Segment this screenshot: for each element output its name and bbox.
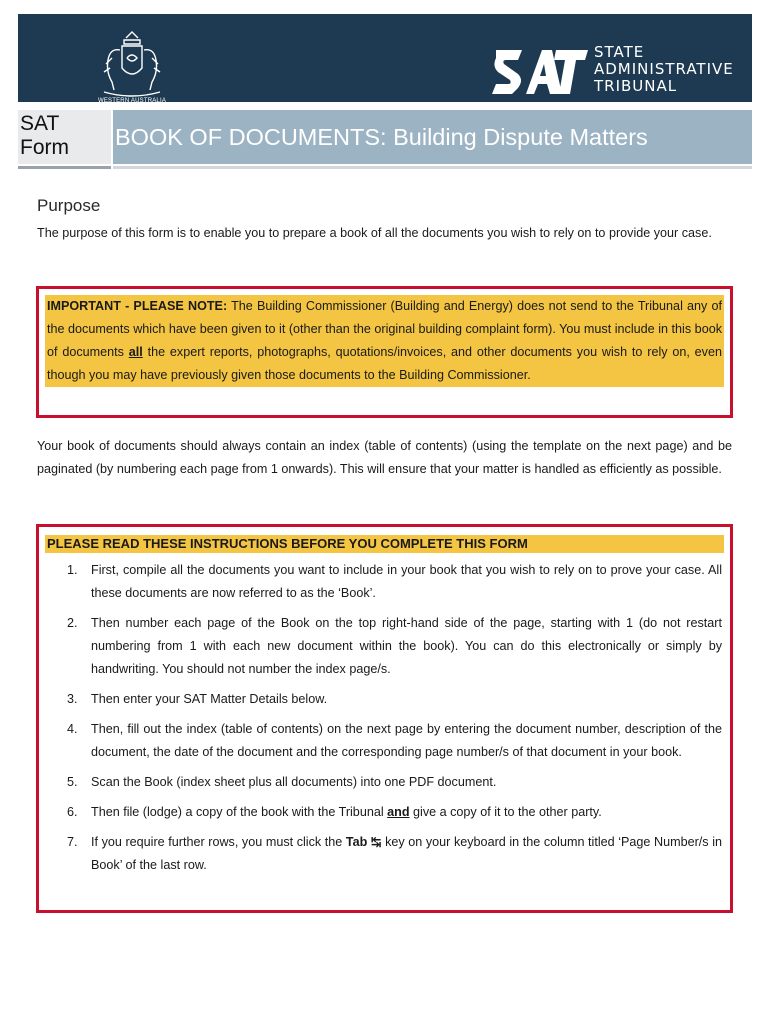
instruction-step [45, 559, 724, 605]
form-tag-line-1: SAT [20, 112, 60, 135]
book-index-text: Your book of documents should always contain an index (table of contents) (using the template on the next page) and be paginated (by numbering each page from 1 onwards). This will ensure that your matter is handled as efficiently as possible. [37, 439, 732, 476]
form-tag [18, 110, 111, 164]
page-title: BOOK OF DOCUMENTS: Building Dispute Matters [113, 110, 752, 164]
step-text-a: If you require further rows, you must click the [91, 835, 346, 849]
instructions-heading: PLEASE READ THESE INSTRUCTIONS BEFORE YOU COMPLETE THIS FORM [45, 535, 724, 553]
important-label: IMPORTANT - PLEASE NOTE: [47, 299, 228, 313]
header-banner [18, 14, 752, 102]
instructions-list [45, 559, 724, 877]
step-number: 2. [67, 616, 78, 630]
sat-name-line-3: TRIBUNAL [594, 77, 678, 95]
wa-coat-of-arms-icon [90, 28, 174, 106]
tab-key-label: Tab ↹ [345, 835, 382, 849]
form-tag-underline [18, 166, 111, 169]
step-emphasis: and [387, 805, 410, 819]
important-notice-text [45, 295, 724, 387]
purpose-heading: Purpose [37, 196, 101, 215]
instruction-step [45, 801, 724, 824]
form-tag-line-2: Form [20, 136, 69, 159]
step-number: 1. [67, 563, 78, 577]
instruction-step [45, 771, 724, 794]
step-text-b: give a copy of it to the other party. [409, 805, 602, 819]
important-text-b: the expert reports, photographs, quotations/invoices, and other documents you wish to rely on, even though you may have previously given those documents to the Building Commissioner. [47, 345, 722, 382]
instruction-step [45, 831, 724, 877]
important-emphasis: all [128, 345, 143, 359]
sat-name-line-2: ADMINISTRATIVE [594, 60, 734, 78]
step-number: 3. [67, 692, 78, 706]
step-text: Then enter your SAT Matter Details below. [91, 692, 328, 706]
instruction-step [45, 718, 724, 764]
step-text-b: key on your keyboard in the column titled ‘Page Number/s in Book’ of the last row. [91, 835, 722, 872]
instructions-box [36, 524, 733, 913]
purpose-text: The purpose of this form is to enable you to prepare a book of all the documents you wish to rely on to provide your case. [37, 226, 712, 240]
important-text-a: The Building Commissioner (Building and Energy) does not send to the Tribunal any of the documents which have been given to it (other than the original building complaint form). You must include in this book of documents [47, 299, 722, 359]
step-number: 5. [67, 775, 78, 789]
crest-caption: WESTERN AUSTRALIA [97, 98, 167, 104]
title-underline [113, 166, 752, 169]
instruction-step [45, 612, 724, 681]
step-number: 6. [67, 805, 78, 819]
step-text: First, compile all the documents you want to include in your book that you wish to rely on to prove your case. All these documents are now referred to as the ‘Book’. [91, 563, 722, 600]
step-text-a: Then file (lodge) a copy of the book with the Tribunal [91, 805, 388, 819]
instruction-step [45, 688, 724, 711]
step-text: Then, fill out the index (table of contents) on the next page by entering the document number, description of the document, the date of the document and the corresponding page number/s of that document in your book. [91, 722, 722, 759]
step-text: Then number each page of the Book on the top right-hand side of the page, starting with 1 (do not restart numbering from 1 with each new document within the book). You can do this electronically or simply by handwriting. You should not number the index page/s. [91, 616, 722, 676]
important-notice-box [36, 286, 733, 418]
sat-name [594, 44, 734, 95]
step-number: 4. [67, 722, 78, 736]
step-text: Scan the Book (index sheet plus all documents) into one PDF document. [91, 775, 497, 789]
sat-logo-icon [492, 44, 588, 98]
sat-name-line-1: STATE [594, 43, 645, 61]
step-number: 7. [67, 835, 78, 849]
